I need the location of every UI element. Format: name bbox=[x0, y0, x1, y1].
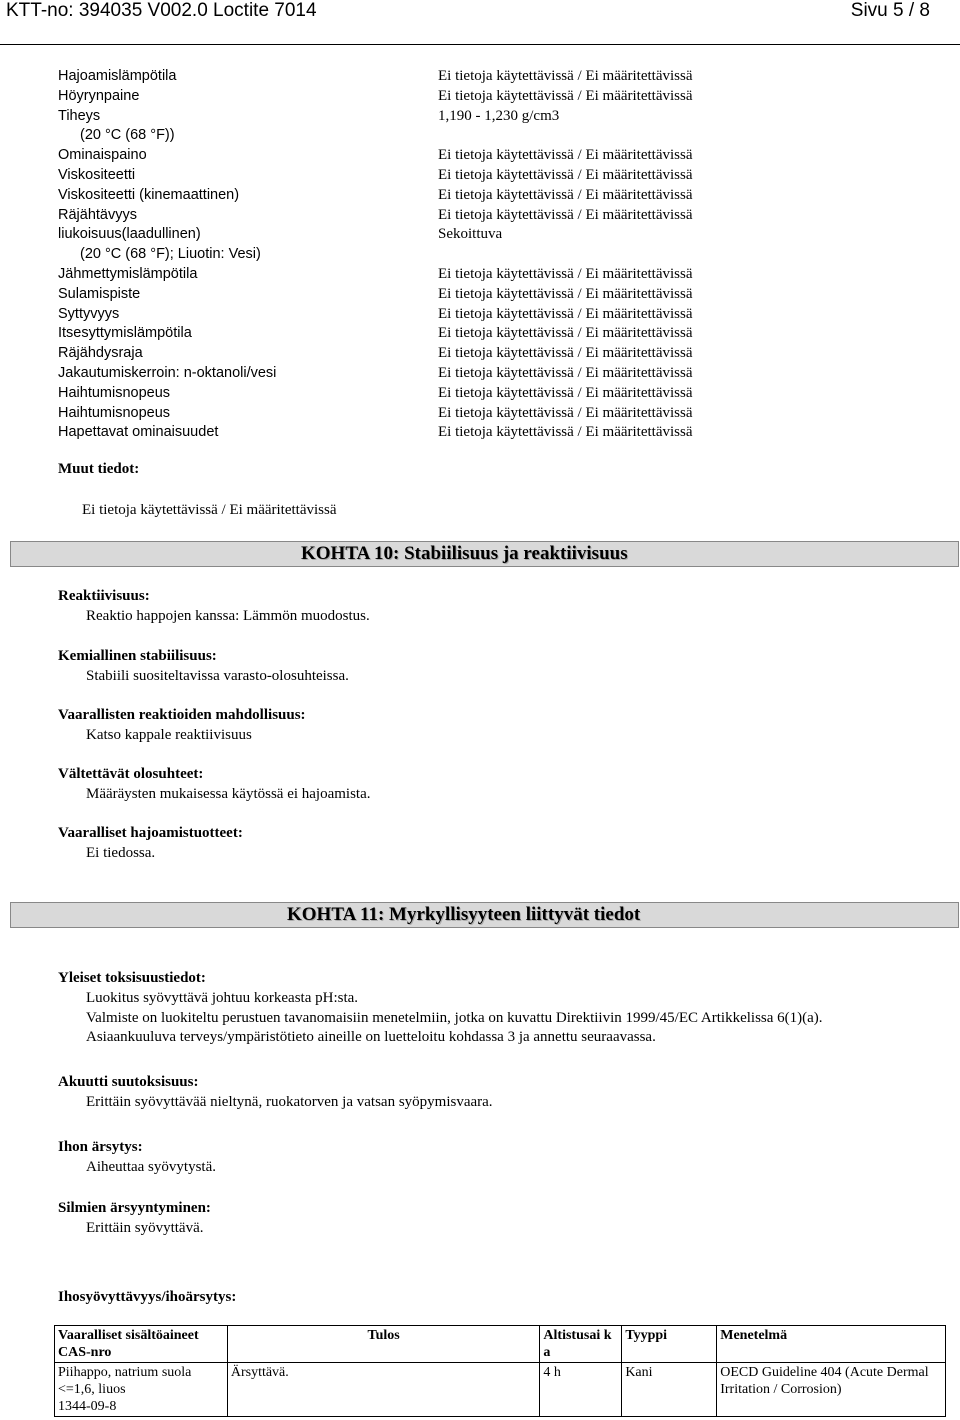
prop-value: Ei tietoja käytettävissä / Ei määritettävissä bbox=[438, 87, 693, 104]
prop-label: Sulamispiste bbox=[58, 285, 141, 302]
prop-label: Itsesyttymislämpötila bbox=[58, 325, 192, 342]
prop-value: Ei tietoja käytettävissä / Ei määritettävissä bbox=[438, 285, 693, 302]
prop-label: liukoisuus(laadullinen) bbox=[58, 226, 201, 243]
prop-value: Sekoittuva bbox=[438, 226, 503, 243]
prop-value: Ei tietoja käytettävissä / Ei määritettävissä bbox=[438, 404, 693, 421]
general-tox-line: Luokitus syövyttävä johtuu korkeasta pH:sta. bbox=[86, 990, 359, 1006]
document-id: KTT-no: 394035 V002.0 Loctite 7014 bbox=[6, 0, 317, 21]
eye-irritation-heading: Silmien ärsyyntyminen: bbox=[58, 1200, 211, 1216]
reactivity-text: Reaktio happojen kanssa: Lämmön muodostus. bbox=[86, 608, 370, 624]
stability-heading: Kemiallinen stabiilisuus: bbox=[58, 648, 217, 664]
prop-label: Haihtumisnopeus bbox=[58, 404, 171, 421]
header-type: Tyyppi bbox=[622, 1326, 717, 1363]
prop-value: Ei tietoja käytettävissä / Ei määritettävissä bbox=[438, 206, 693, 223]
prop-label: Jähmettymislämpötila bbox=[58, 265, 198, 282]
general-tox-line: Valmiste on luokiteltu perustuen tavanomaisiin menetelmiin, jotka on kuvattu Direktiivin 1999/45/EC Artikkelissa 6(1)(a). bbox=[86, 1010, 823, 1026]
property-labels bbox=[58, 67, 276, 443]
reactivity-heading: Reaktiivisuus: bbox=[58, 588, 150, 604]
prop-value: Ei tietoja käytettävissä / Ei määritettävissä bbox=[438, 345, 693, 362]
decomposition-heading: Vaaralliset hajoamistuotteet: bbox=[58, 825, 243, 841]
header-divider bbox=[0, 44, 960, 45]
prop-label: Hajoamislämpötila bbox=[58, 68, 177, 84]
conditions-avoid-text: Määräysten mukaisessa käytössä ei hajoamista. bbox=[86, 786, 371, 802]
table-row bbox=[55, 1363, 946, 1417]
prop-value: Ei tietoja käytettävissä / Ei määritettävissä bbox=[438, 325, 693, 342]
prop-value: Ei tietoja käytettävissä / Ei määritettävissä bbox=[438, 364, 693, 381]
prop-label: (20 °C (68 °F)) bbox=[80, 127, 175, 144]
prop-value: 1,190 - 1,230 g/cm3 bbox=[438, 107, 560, 124]
prop-label: Hapettavat ominaisuudet bbox=[58, 424, 219, 441]
table-header-cell bbox=[55, 1326, 228, 1363]
table-header-row bbox=[55, 1326, 946, 1363]
page-number: Sivu 5 / 8 bbox=[850, 0, 930, 21]
property-values bbox=[438, 67, 693, 443]
general-tox-line: Asiaankuuluva terveys/ympäristötieto aineille on luetteloitu kohdassa 3 ja annettu seuraavassa. bbox=[86, 1029, 656, 1045]
prop-label: Tiheys bbox=[58, 107, 101, 124]
acute-oral-text: Erittäin syövyttävää nieltynä, ruokatorven ja vatsan syöpymisvaara. bbox=[86, 1094, 493, 1110]
section-10-title-text: KOHTA 10: Stabiilisuus ja reaktiivisuus bbox=[301, 543, 628, 564]
skin-corrosion-heading: Ihosyövyttävyys/ihoärsytys: bbox=[58, 1289, 237, 1305]
general-tox-heading: Yleiset toksisuustiedot: bbox=[58, 970, 206, 986]
prop-label: Syttyvyys bbox=[58, 305, 120, 322]
prop-value: Ei tietoja käytettävissä / Ei määritettävissä bbox=[438, 166, 693, 183]
cell-method: OECD Guideline 404 (Acute Dermal Irritation / Corrosion) bbox=[717, 1363, 946, 1417]
header-method: Menetelmä bbox=[717, 1326, 946, 1363]
prop-label: Haihtumisnopeus bbox=[58, 384, 171, 401]
prop-value: Ei tietoja käytettävissä / Ei määritettävissä bbox=[438, 424, 693, 441]
muut-tiedot-heading: Muut tiedot: bbox=[58, 461, 140, 477]
prop-label: Jakautumiskerroin: n-oktanoli/vesi bbox=[58, 364, 277, 381]
section-11-title bbox=[10, 902, 959, 928]
section-10-title bbox=[10, 541, 959, 567]
prop-label: Räjähdysraja bbox=[58, 345, 143, 362]
skin-irritation-text: Aiheuttaa syövytystä. bbox=[86, 1159, 216, 1175]
prop-value: Ei tietoja käytettävissä / Ei määritettävissä bbox=[438, 186, 693, 203]
conditions-avoid-heading: Vältettävät olosuhteet: bbox=[58, 766, 204, 782]
header-cas: CAS-nro bbox=[58, 1345, 112, 1360]
prop-label: Räjähtävyys bbox=[58, 206, 137, 223]
cell-substance bbox=[55, 1363, 228, 1417]
prop-label: Höyrynpaine bbox=[58, 87, 140, 104]
header-exposure: Altistusai ka bbox=[540, 1326, 622, 1363]
cell-result: Ärsyttävä. bbox=[227, 1363, 540, 1417]
acute-oral-heading: Akuutti suutoksisuus: bbox=[58, 1074, 199, 1090]
prop-value: Ei tietoja käytettävissä / Ei määritettävissä bbox=[438, 305, 693, 322]
muut-tiedot-text: Ei tietoja käytettävissä / Ei määritettävissä bbox=[82, 502, 337, 518]
header-substance: Vaaralliset sisältöaineet bbox=[58, 1328, 199, 1343]
section-11-title-text: KOHTA 11: Myrkyllisyyteen liittyvät tiedot bbox=[287, 904, 641, 925]
prop-label: (20 °C (68 °F); Liuotin: Vesi) bbox=[80, 246, 261, 263]
prop-label: Ominaispaino bbox=[58, 147, 147, 164]
hazardous-reactions-text: Katso kappale reaktiivisuus bbox=[86, 727, 252, 743]
toxicity-table bbox=[54, 1325, 946, 1417]
stability-text: Stabiili suositeltavissa varasto-olosuhteissa. bbox=[86, 668, 349, 684]
prop-label: Viskositeetti (kinemaattinen) bbox=[58, 186, 240, 203]
cell-exposure: 4 h bbox=[540, 1363, 622, 1417]
prop-value: Ei tietoja käytettävissä / Ei määritettävissä bbox=[438, 384, 693, 401]
skin-irritation-heading: Ihon ärsytys: bbox=[58, 1139, 143, 1155]
prop-value: Ei tietoja käytettävissä / Ei määritettävissä bbox=[438, 265, 693, 282]
hazardous-reactions-heading: Vaarallisten reaktioiden mahdollisuus: bbox=[58, 707, 306, 723]
header-result: Tulos bbox=[227, 1326, 540, 1363]
eye-irritation-text: Erittäin syövyttävä. bbox=[86, 1220, 204, 1236]
prop-value bbox=[438, 245, 693, 265]
substance-name: Piihappo, natrium suola <=1,6, liuos bbox=[58, 1365, 192, 1397]
prop-label: Viskositeetti bbox=[58, 166, 136, 183]
decomposition-text: Ei tiedossa. bbox=[86, 845, 156, 861]
substance-cas: 1344-09-8 bbox=[58, 1399, 117, 1414]
page-header bbox=[0, 0, 960, 26]
cell-type: Kani bbox=[622, 1363, 717, 1417]
prop-value: Ei tietoja käytettävissä / Ei määritettävissä bbox=[438, 147, 693, 164]
prop-value: Ei tietoja käytettävissä / Ei määritettävissä bbox=[438, 68, 693, 84]
prop-value bbox=[438, 126, 693, 146]
